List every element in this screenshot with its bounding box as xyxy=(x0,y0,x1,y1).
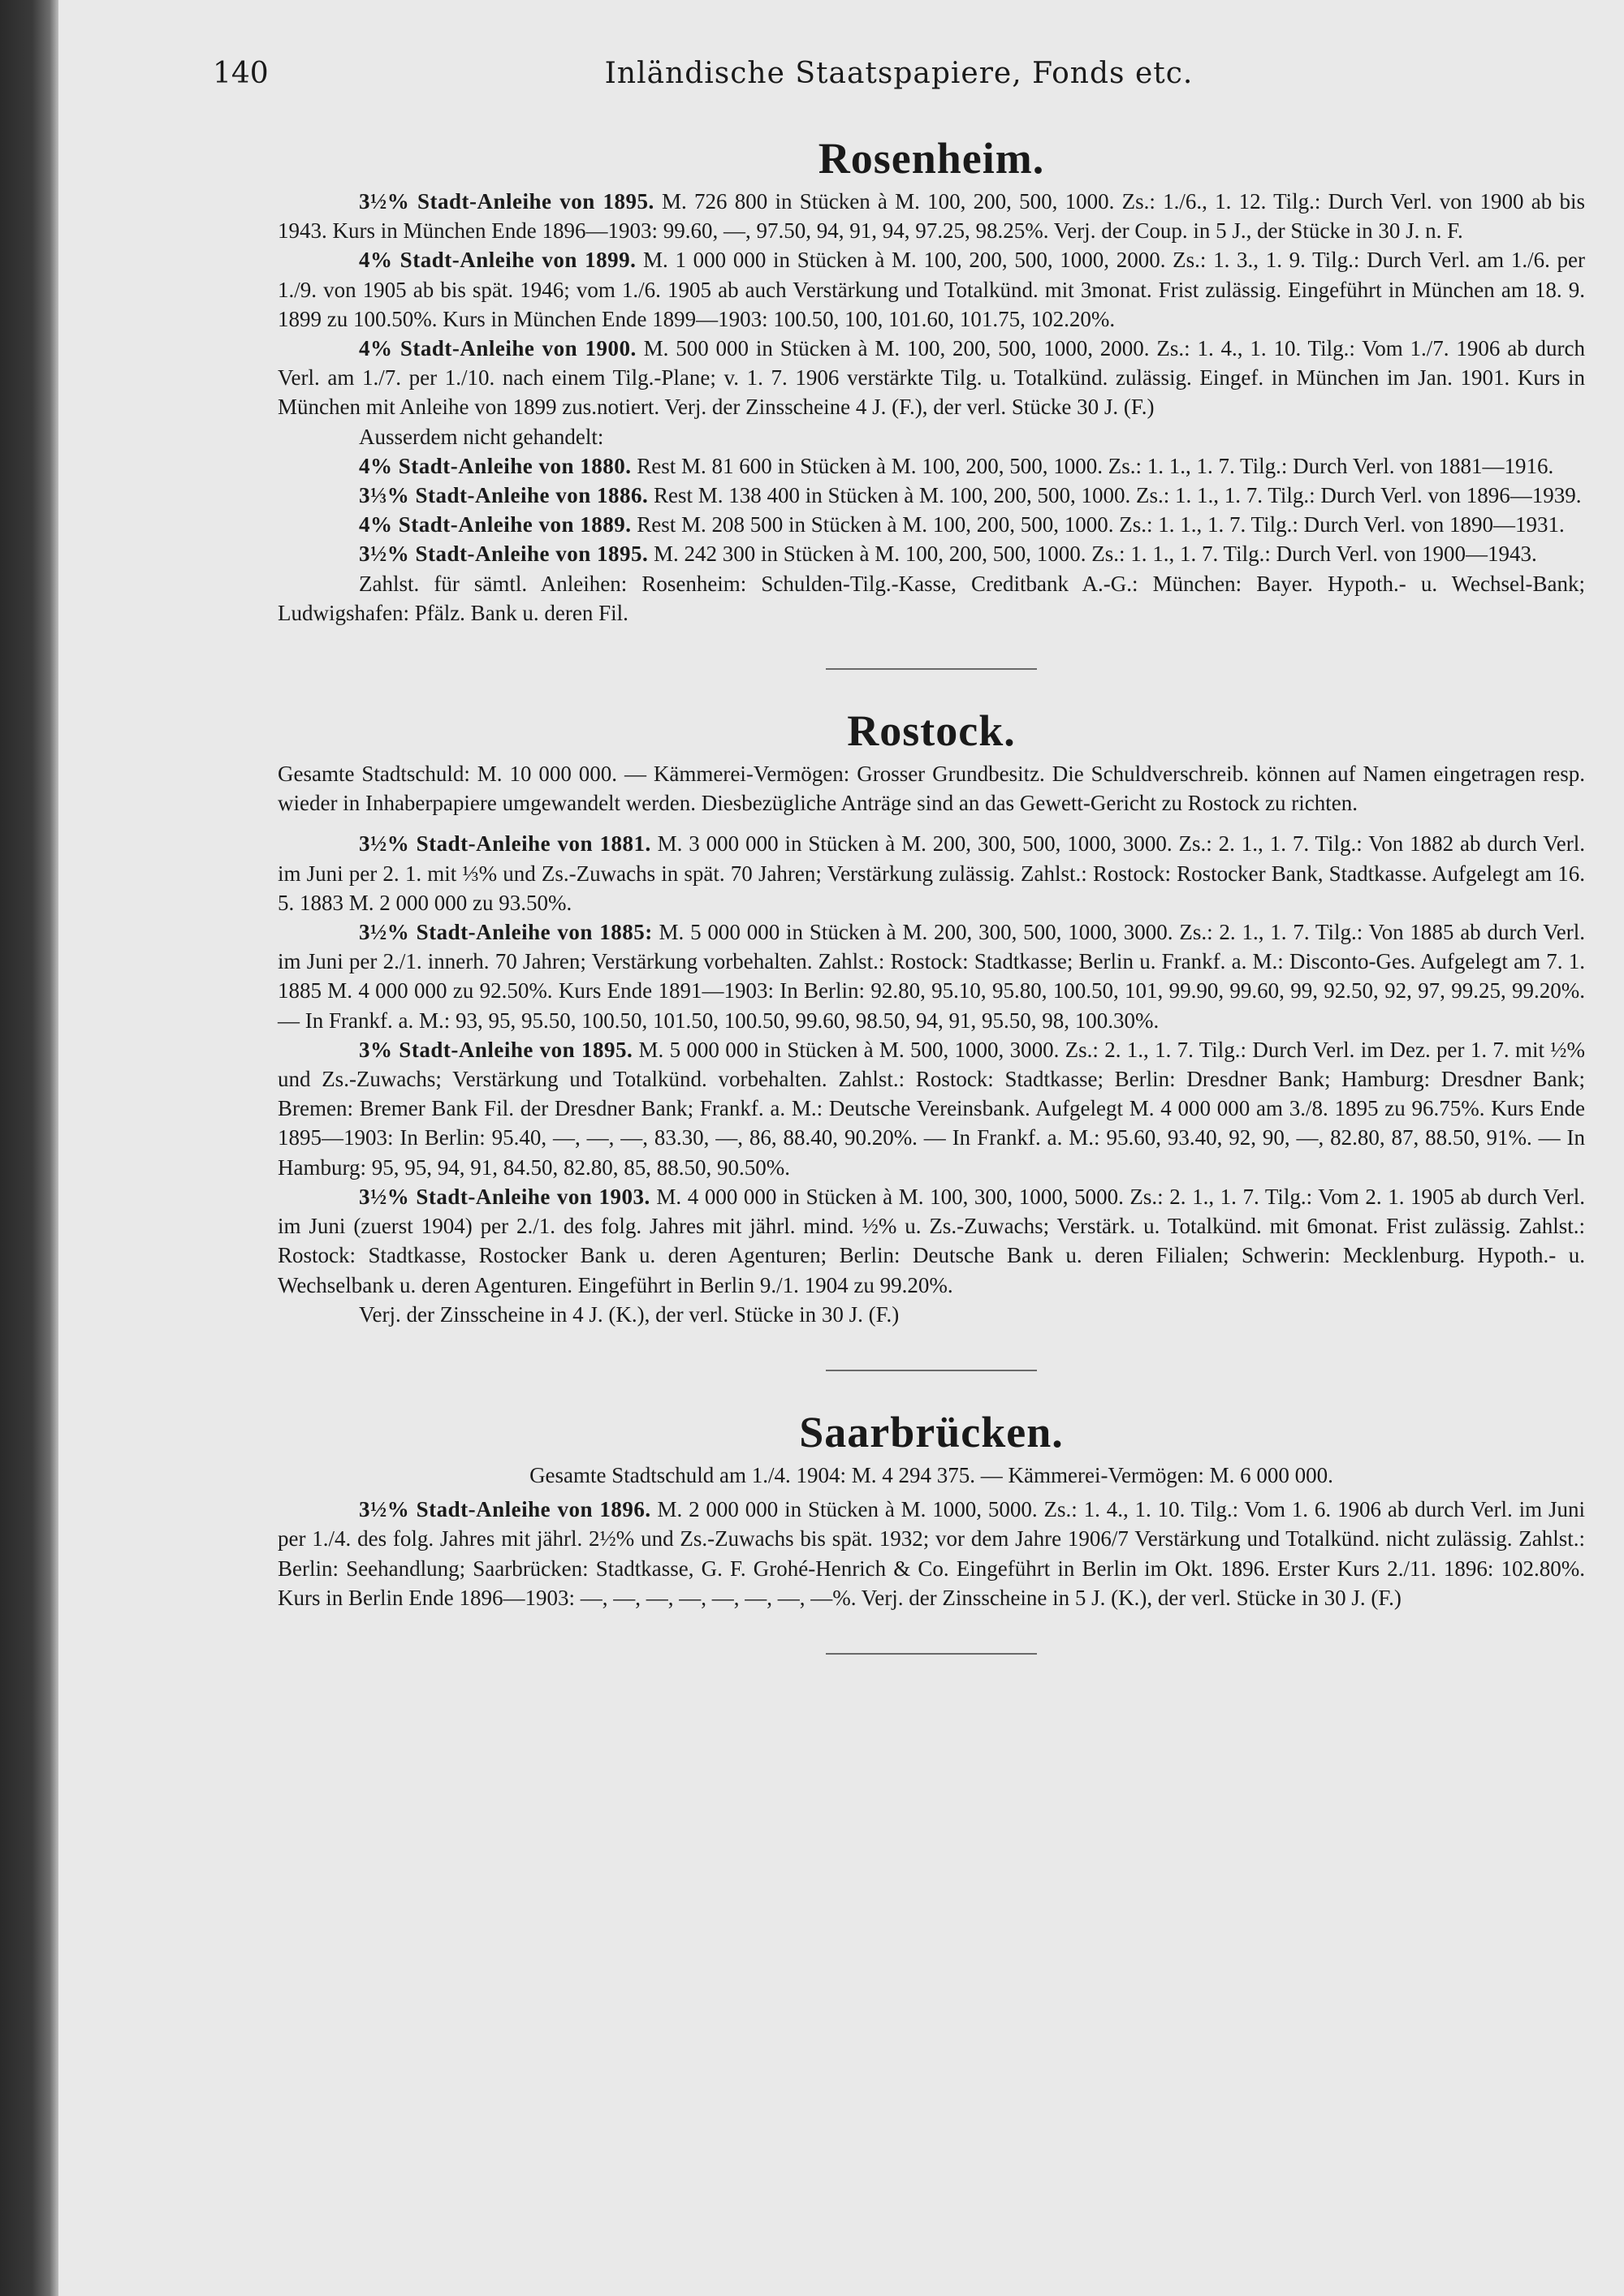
section-title: Rosenheim. xyxy=(818,134,1045,183)
loan-entry xyxy=(278,510,1585,539)
loan-details: M. 1 000 000 in Stücken à M. 100, 200, 500, 1000, 2000. Zs.: 1. 3., 1. 9. Tilg.: Durch Verl. am 1./6. per 1./9. von 1905 ab bis spät. 1946; vom 1./6. 1905 ab auch Verstärkung und Totalkünd. mit 3monat. Frist zulässig. Eingeführt in München am 18. 9. 1899 zu 100.50%. Kurs in München Ende 1899—1903: 100.50, 100, 101.60, 101.75, 102.20%. xyxy=(278,248,1585,331)
section-intro: Gesamte Stadtschuld: M. 10 000 000. — Kämmerei-Vermögen: Grosser Grundbesitz. Die Schuldverschreib. können auf Namen eingetragen resp. wieder in Inhaberpapiere umgewandelt werden. Diesbezügliche Anträge sind an das Gewett-Gericht zu Rostock zu richten. xyxy=(278,762,1585,816)
loan-title: 4% Stadt-Anleihe von 1899. xyxy=(359,248,637,273)
loan-entry xyxy=(278,1035,1585,1182)
loan-entry xyxy=(278,539,1585,568)
scanned-page xyxy=(58,0,1624,2296)
loan-details: M. 726 800 in Stücken à M. 100, 200, 500, 1000. Zs.: 1./6., 1. 12. Tilg.: Durch Verl. von 1900 ab bis 1943. Kurs in München Ende 1896—1903: 99.60, —, 97.50, 94, 91, 94, 97.25, 98.25%. Verj. der Coup. in 5 J., der Stücke in 30 J. n. F. xyxy=(278,189,1586,244)
loan-title: 3⅓% Stadt-Anleihe von 1886. xyxy=(359,483,649,508)
loan-entry xyxy=(278,334,1585,422)
loan-title: 4% Stadt-Anleihe von 1880. xyxy=(359,453,632,478)
page-header xyxy=(213,57,1585,97)
loan-title: 3½% Stadt-Anleihe von 1903. xyxy=(359,1184,650,1209)
section-rostock xyxy=(278,702,1585,1329)
loan-entry xyxy=(278,1182,1585,1300)
paying-agents-note: Zahlst. für sämtl. Anleihen: Rosenheim: Schulden-Tilg.-Kasse, Creditbank A.-G.: München: Bayer. Hypoth.- u. Wechsel-Bank; Ludwigshafen: Pfälz. Bank u. deren Fil. xyxy=(278,571,1585,625)
limitation-note: Verj. der Zinsscheine in 4 J. (K.), der verl. Stücke in 30 J. (F.) xyxy=(359,1301,900,1327)
loan-details: M. 5 000 000 in Stücken à M. 500, 1000, 3000. Zs.: 2. 1., 1. 7. Tilg.: Durch Verl. im Dez. per 1. 7. mit ½% und Zs.-Zuwachs; Verstärkung und Totalkünd. vorbehalten. Zahlst.: Rostock: Stadtkasse; Berlin: Dresdner Bank; Hamburg: Dresdner Bank; Bremen: Bremer Bank Fil. der Dresdner Bank; Frankf. a. M.: Deutsche Vereinsbank. Aufgelegt M. 4 000 000 am 3./8. 1895 zu 96.75%. Kurs Ende 1895—1903: In Berlin: 95.40, —, —, —, 83.30, —, 86, 88.40, 90.20%. — In Frankf. a. M.: 95.60, 93.40, 92, 90, —, 82.80, 87, 88.50, 91%. — In Hamburg: 95, 95, 94, 91, 84.50, 82.80, 85, 88.50, 90.50%. xyxy=(278,1037,1585,1180)
loan-title: 3½% Stadt-Anleihe von 1885: xyxy=(359,920,653,945)
loan-entry xyxy=(278,451,1585,481)
loan-details: M. 242 300 in Stücken à M. 100, 200, 500, 1000. Zs.: 1. 1., 1. 7. Tilg.: Durch Verl. von 1900—1943. xyxy=(654,542,1537,567)
loan-title: 4% Stadt-Anleihe von 1889. xyxy=(359,512,632,537)
section-title: Saarbrücken. xyxy=(799,1407,1064,1457)
loan-entry xyxy=(278,917,1585,1035)
book-binding-edge xyxy=(0,0,58,2296)
section-divider xyxy=(826,668,1037,670)
subnote-untraded: Ausserdem nicht gehandelt: xyxy=(359,424,604,449)
loan-details: M. 3 000 000 in Stücken à M. 200, 300, 500, 1000, 3000. Zs.: 2. 1., 1. 7. Tilg.: Von 1882 ab durch Verl. im Juni per 2. 1. mit ⅓% und Zs.-Zuwachs in spät. 70 Jahren; Verstärkung zulässig. Zahlst.: Rostock: Rostocker Bank, Stadtkasse. Aufgelegt am 16. 5. 1883 M. 2 000 000 zu 93.50%. xyxy=(278,831,1586,915)
loan-details: M. 5 000 000 in Stücken à M. 200, 300, 500, 1000, 3000. Zs.: 2. 1., 1. 7. Tilg.: Von 1885 ab durch Verl. im Juni per 2./1. innerh. 70 Jahren; Verstärkung vorbehalten. Zahlst.: Rostock: Stadtkasse; Berlin u. Frankf. a. M.: Disconto-Ges. Aufgelegt am 7. 1. 1885 M. 4 000 000 zu 92.50%. Kurs Ende 1891—1903: In Berlin: 92.80, 95.10, 95.80, 100.50, 101, 99.90, 99.60, 99, 92.50, 92, 97, 99.25, 99.20%. — In Frankf. a. M.: 93, 95, 95.50, 100.50, 101.50, 100.50, 99.60, 98.50, 94, 91, 95.50, 98, 100.30%. xyxy=(278,920,1586,1033)
loan-entry xyxy=(278,245,1585,334)
loan-details: M. 4 000 000 in Stücken à M. 100, 300, 1000, 5000. Zs.: 2. 1., 1. 7. Tilg.: Vom 2. 1. 1905 ab durch Verl. im Juni (zuerst 1904) per 2./1. des folg. Jahres mit jährl. mind. ½% u. Zs.-Zuwachs; Verstärk. u. Totalkünd. mit 6monat. Frist zulässig. Zahlst.: Rostock: Stadtkasse, Rostocker Bank u. deren Agenturen; Berlin: Deutsche Bank u. deren Filialen; Schwerin: Mecklenburg. Hypoth.- u. Wechselbank u. deren Agenturen. Eingeführt in Berlin 9./1. 1904 zu 99.20%. xyxy=(278,1184,1585,1297)
loan-entry xyxy=(278,187,1585,245)
loan-entry xyxy=(278,829,1585,917)
page-content xyxy=(278,130,1585,1687)
loan-entry xyxy=(278,1495,1585,1612)
loan-details: Rest M. 208 500 in Stücken à M. 100, 200, 500, 1000. Zs.: 1. 1., 1. 7. Tilg.: Durch Verl. von 1890—1931. xyxy=(637,512,1565,537)
loan-title: 3½% Stadt-Anleihe von 1895. xyxy=(359,189,654,214)
page-number: 140 xyxy=(213,57,269,90)
section-rosenheim xyxy=(278,130,1585,628)
loan-details: M. 500 000 in Stücken à M. 100, 200, 500, 1000, 2000. Zs.: 1. 4., 1. 10. Tilg.: Vom 1./7. 1906 ab durch Verl. am 1./7. per 1./10. nach einem Tilg.-Plane; v. 1. 7. 1906 verstärkte Tilg. u. Totalkünd. zulässig. Eingef. in München im Jan. 1901. Kurs in München mit Anleihe von 1899 zus.notiert. Verj. der Zinsscheine 4 J. (F.), der verl. Stücke 30 J. (F.) xyxy=(278,336,1586,420)
section-saarbruecken xyxy=(278,1404,1585,1612)
loan-title: 4% Stadt-Anleihe von 1900. xyxy=(359,336,637,361)
loan-details: M. 2 000 000 in Stücken à M. 1000, 5000. Zs.: 1. 4., 1. 10. Tilg.: Vom 1. 6. 1906 ab durch Verl. im Juni per 1./4. des folg. Jahres mit jährl. 2½% und Zs.-Zuwachs bis spät. 1932; vor dem Jahre 1906/7 Verstärkung und Totalkünd. nicht zulässig. Zahlst.: Berlin: Seehandlung; Saarbrücken: Stadtkasse, G. F. Grohé-Henrich & Co. Eingeführt in Berlin im Okt. 1896. Erster Kurs 2./11. 1896: 102.80%. Kurs in Berlin Ende 1896—1903: —, —, —, —, —, —, —, —%. Verj. der Zinsscheine in 5 J. (K.), der verl. Stücke in 30 J. (F.) xyxy=(278,1497,1586,1610)
section-intro: Gesamte Stadtschuld am 1./4. 1904: M. 4 294 375. — Kämmerei-Vermögen: M. 6 000 000. xyxy=(529,1462,1333,1487)
loan-details: Rest M. 138 400 in Stücken à M. 100, 200, 500, 1000. Zs.: 1. 1., 1. 7. Tilg.: Durch Verl. von 1896—1939. xyxy=(654,483,1582,508)
loan-title: 3½% Stadt-Anleihe von 1881. xyxy=(359,831,651,857)
loan-title: 3½% Stadt-Anleihe von 1896. xyxy=(359,1497,651,1522)
section-divider xyxy=(826,1653,1037,1655)
loan-details: Rest M. 81 600 in Stücken à M. 100, 200, 500, 1000. Zs.: 1. 1., 1. 7. Tilg.: Durch Verl. von 1881—1916. xyxy=(637,453,1554,478)
loan-title: 3½% Stadt-Anleihe von 1895. xyxy=(359,542,649,567)
section-divider xyxy=(826,1370,1037,1371)
loan-title: 3% Stadt-Anleihe von 1895. xyxy=(359,1037,633,1062)
running-head: Inländische Staatspapiere, Fonds etc. xyxy=(604,57,1194,90)
loan-entry xyxy=(278,481,1585,510)
section-title: Rostock. xyxy=(847,706,1016,756)
